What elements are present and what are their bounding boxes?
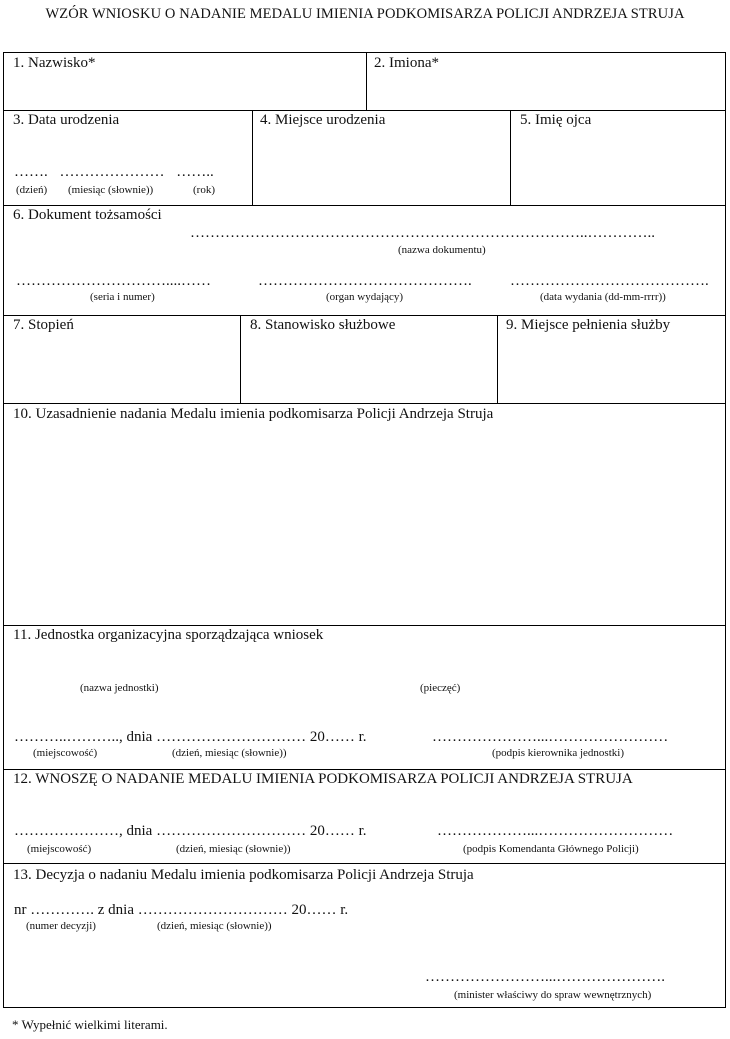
position-label: 8. Stanowisko służbowe bbox=[250, 317, 396, 333]
serial-number-caption: (seria i numer) bbox=[90, 291, 155, 303]
birth-place-label: 4. Miejsce urodzenia bbox=[260, 112, 386, 128]
stamp-caption: (pieczęć) bbox=[420, 682, 461, 694]
decision-label: 13. Decyzja o nadaniu Medalu imienia podkomisarza Policji Andrzeja Struja bbox=[13, 867, 474, 883]
service-place-label: 9. Miejsce pełnienia służby bbox=[506, 317, 671, 333]
document-name-dots: ……………………………………………………………………..………….. bbox=[190, 225, 655, 241]
request-signature-dots: ………………...……………………… bbox=[437, 823, 674, 839]
row-divider bbox=[4, 769, 725, 770]
column-divider bbox=[252, 110, 253, 205]
issuing-authority-dots: ……………………………………. bbox=[258, 273, 472, 289]
issue-date-caption: (data wydania (dd-mm-rrrr)) bbox=[540, 291, 666, 303]
row-divider bbox=[4, 625, 725, 626]
form-title: WZÓR WNIOSKU O NADANIE MEDALU IMIENIA PODKOMISARZA POLICJI ANDRZEJA STRUJA bbox=[45, 6, 685, 22]
issuing-authority-caption: (organ wydający) bbox=[326, 291, 404, 303]
column-divider bbox=[497, 315, 498, 403]
row-divider bbox=[4, 403, 725, 404]
unit-name-caption: (nazwa jednostki) bbox=[80, 682, 159, 694]
birth-year-caption: (rok) bbox=[193, 184, 215, 196]
minister-signature-caption: (minister właściwy do spraw wewnętrznych) bbox=[454, 989, 652, 1001]
unit-place-date-line: ………..……….., dnia ………………………… 20…… r. bbox=[14, 729, 367, 745]
unit-head-signature-caption: (podpis kierownika jednostki) bbox=[492, 747, 624, 759]
request-place-caption: (miejscowość) bbox=[27, 843, 92, 855]
rank-label: 7. Stopień bbox=[13, 317, 74, 333]
id-document-label: 6. Dokument tożsamości bbox=[13, 207, 162, 223]
birth-month-caption: (miesiąc (słownie)) bbox=[68, 184, 154, 196]
unit-place-caption: (miejscowość) bbox=[33, 747, 98, 759]
footnote: * Wypełnić wielkimi literami. bbox=[12, 1017, 168, 1032]
serial-number-dots: …………………………....…… bbox=[16, 273, 211, 289]
organizational-unit-label: 11. Jednostka organizacyjna sporządzająca wniosek bbox=[13, 627, 324, 643]
decision-number-caption: (numer decyzji) bbox=[26, 920, 96, 932]
surname-label: 1. Nazwisko* bbox=[13, 55, 96, 71]
column-divider bbox=[510, 110, 511, 205]
birth-date-label: 3. Data urodzenia bbox=[13, 112, 120, 128]
row-divider bbox=[4, 110, 725, 111]
column-divider bbox=[366, 53, 367, 110]
request-place-date-line: …………………, dnia ………………………… 20…… r. bbox=[14, 823, 367, 839]
request-statement: 12. WNOSZĘ O NADANIE MEDALU IMIENIA PODKOMISARZA POLICJI ANDRZEJA STRUJA bbox=[13, 771, 633, 787]
police-commander-signature-caption: (podpis Komendanta Głównego Policji) bbox=[463, 843, 639, 855]
unit-date-caption: (dzień, miesiąc (słownie)) bbox=[172, 747, 287, 759]
decision-number-date-line: nr …………. z dnia ………………………… 20…… r. bbox=[14, 902, 349, 918]
column-divider bbox=[240, 315, 241, 403]
decision-date-caption: (dzień, miesiąc (słownie)) bbox=[157, 920, 272, 932]
justification-label: 10. Uzasadnienie nadania Medalu imienia podkomisarza Policji Andrzeja Struja bbox=[13, 406, 494, 422]
row-divider bbox=[4, 315, 725, 316]
row-divider bbox=[4, 863, 725, 864]
given-names-label: 2. Imiona* bbox=[374, 55, 439, 71]
request-date-caption: (dzień, miesiąc (słownie)) bbox=[176, 843, 291, 855]
document-name-caption: (nazwa dokumentu) bbox=[398, 244, 486, 256]
row-divider bbox=[4, 205, 725, 206]
father-name-label: 5. Imię ojca bbox=[520, 112, 592, 128]
unit-signature-dots: …………………...…………………… bbox=[432, 729, 669, 745]
birth-date-dots: ……. ………………… …….. bbox=[14, 164, 214, 180]
issue-date-dots: …………………………………. bbox=[510, 273, 709, 289]
minister-signature-dots: ……………………...…………………. bbox=[425, 969, 665, 985]
birth-day-caption: (dzień) bbox=[16, 184, 48, 196]
